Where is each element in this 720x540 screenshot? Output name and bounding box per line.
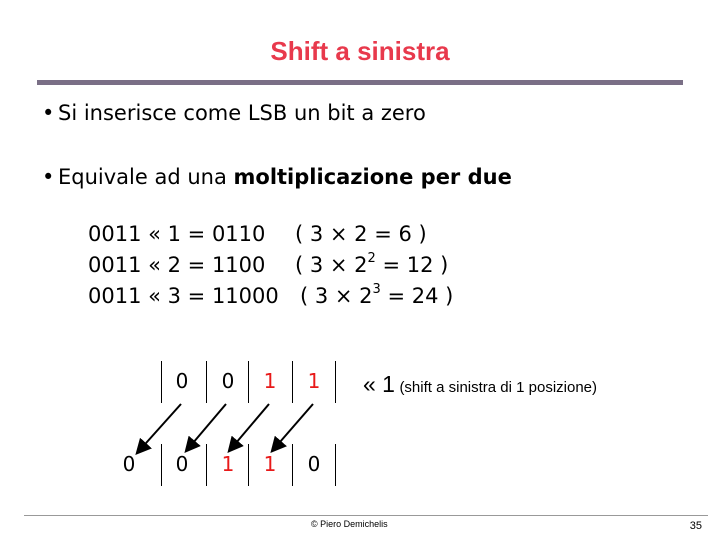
footer-author: © Piero Demichelis: [311, 519, 388, 529]
shift-description: (shift a sinistra di 1 posizione): [399, 379, 598, 396]
discarded-bit: 0: [122, 452, 136, 476]
bullet-text: Si inserisce come LSB un bit a zero: [58, 101, 426, 125]
equation-lhs: 0011 « 1 = 0110: [88, 222, 266, 246]
footer-divider: [24, 515, 708, 516]
equation-lhs: 0011 « 3 = 11000: [88, 284, 279, 308]
bottom-bit-cell: 1: [263, 452, 277, 476]
top-bit-cell: 1: [263, 369, 277, 393]
top-bit-cell: 0: [175, 369, 189, 393]
bottom-bit-cell: 0: [307, 452, 321, 476]
bottom-bit-cell: 0: [175, 452, 189, 476]
bullet-text: Equivale ad una: [58, 165, 234, 189]
top-bit-cell: 0: [221, 369, 235, 393]
bullet-text-bold: moltiplicazione per due: [233, 165, 512, 189]
equation-rhs-text: ( 3 × 2 = 6 ): [295, 222, 427, 246]
shift-arrow: [273, 404, 313, 450]
page-number: 35: [689, 520, 702, 532]
equation-rhs-text: ( 3 × 2: [295, 253, 368, 277]
bottom-bit-cell: 1: [221, 452, 235, 476]
shift-label: [363, 371, 597, 398]
bullet-dot: •: [42, 165, 55, 189]
bullet-dot: •: [42, 101, 55, 125]
equation-rhs-text: = 24 ): [380, 284, 454, 308]
equation-rhs-text: = 12 ): [375, 253, 449, 277]
top-bit-cell: 1: [307, 369, 321, 393]
equation-exponent: 3: [372, 282, 381, 297]
shift-arrow: [138, 404, 181, 452]
slide-title: Shift a sinistra: [270, 36, 450, 66]
equation-exponent: 2: [367, 251, 376, 266]
shift-operator: « 1: [363, 371, 395, 397]
shift-arrow: [187, 404, 226, 450]
shift-arrow: [230, 404, 269, 450]
equation-lhs: 0011 « 2 = 1100: [88, 253, 266, 277]
equation-rhs-text: ( 3 × 2: [300, 284, 373, 308]
